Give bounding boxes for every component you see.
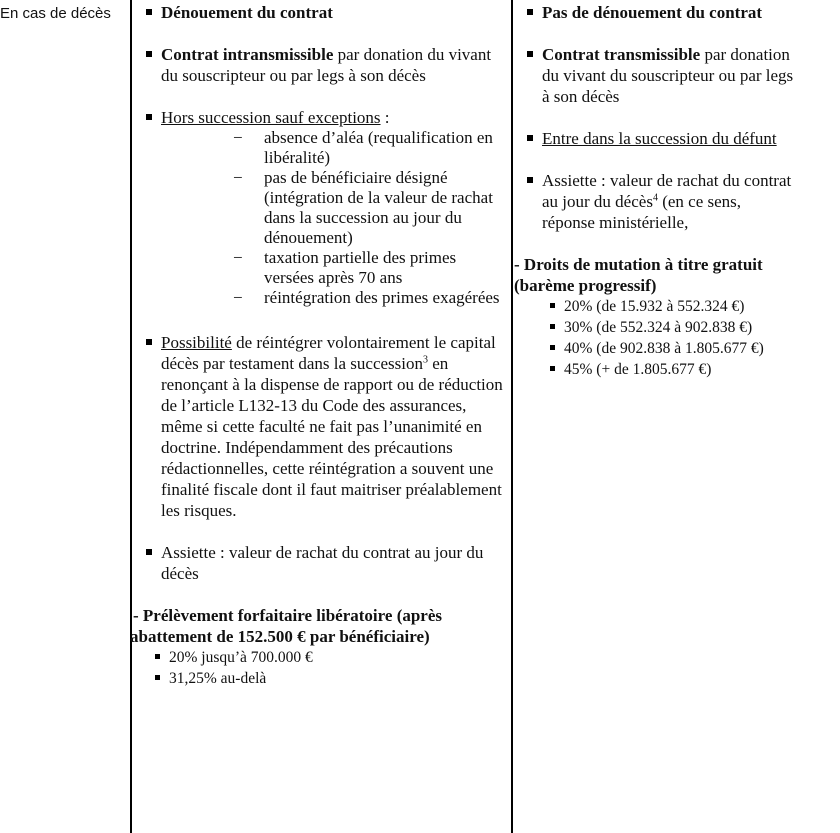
footnote-ref: 3 bbox=[423, 354, 428, 366]
square-bullet-icon bbox=[550, 345, 555, 350]
denouement-text: Dénouement du contrat bbox=[161, 3, 333, 22]
square-bullet-icon bbox=[550, 366, 555, 371]
rate-item: 20% (de 15.932 à 552.324 €) bbox=[514, 296, 840, 317]
square-bullet-icon bbox=[146, 9, 152, 15]
square-bullet-icon bbox=[550, 324, 555, 329]
list-item-transmissible: Contrat transmissible par donation du vivant du souscripteur ou par legs à son décès bbox=[514, 44, 840, 107]
dash-bullet-icon: − bbox=[233, 168, 243, 187]
square-bullet-icon bbox=[155, 654, 160, 659]
column-life-insurance bbox=[130, 0, 509, 689]
square-bullet-icon bbox=[146, 339, 152, 345]
column-divider-left bbox=[130, 0, 132, 833]
rate-item: 40% (de 902.838 à 1.805.677 €) bbox=[514, 338, 840, 359]
rate-item: 30% (de 552.324 à 902.838 €) bbox=[514, 317, 840, 338]
dash-bullet-icon: − bbox=[233, 128, 243, 147]
square-bullet-icon bbox=[550, 303, 555, 308]
exception-item: − réintégration des primes exagérées bbox=[233, 288, 500, 307]
square-bullet-icon bbox=[146, 549, 152, 555]
intransmissible-bold: Contrat intransmissible bbox=[161, 45, 334, 64]
footnote-ref: 4 bbox=[652, 192, 658, 204]
list-item-possibilite: Possibilité de réintégrer volontairement le capital décès par testament dans la succession$^3$ en renonçant à la dispense de rapport ou de réduction de l’article L132-13 du Code des assurances, même si cette faculté ne fait pas l’unanimité en doctrine. Indépendamment des précautions rédactionnelles, cette réintégration a souvent une finalité fiscale dont il faut maitriser préalablement les risques. bbox=[133, 332, 509, 521]
assiette-text: Assiette : valeur de rachat du contrat au jour du décès bbox=[161, 543, 484, 583]
square-bullet-icon bbox=[527, 51, 533, 57]
intransmissible-text: par donation du vivant du souscripteur ou par legs à son décès bbox=[161, 45, 492, 85]
column-divider-right bbox=[511, 0, 513, 833]
list-item-pas-denouement: Pas de dénouement du contrat bbox=[514, 2, 840, 23]
square-bullet-icon bbox=[527, 177, 533, 183]
rate-item: 45% (+ de 1.805.677 €) bbox=[514, 359, 840, 380]
square-bullet-icon bbox=[155, 675, 160, 680]
rate-item: 20% jusqu’à 700.000 € bbox=[133, 647, 509, 668]
droits-heading: - Droits de mutation à titre gratuit (barème progressif) bbox=[514, 255, 763, 295]
dash-bullet-icon: − bbox=[233, 288, 243, 307]
hors-succession-underlined: Hors succession sauf exceptions bbox=[161, 108, 381, 127]
list-item-hors-succession bbox=[133, 107, 509, 128]
exception-item: − taxation partielle des primes versées après 70 ans bbox=[233, 248, 457, 287]
square-bullet-icon bbox=[527, 9, 533, 15]
exception-item: − absence d’aléa (requalification en libéralité) bbox=[233, 128, 493, 167]
column-other-assets bbox=[514, 0, 840, 380]
square-bullet-icon bbox=[146, 51, 152, 57]
dash-bullet-icon: − bbox=[233, 248, 243, 267]
exception-item: − pas de bénéficiaire désigné (intégration de la valeur de rachat dans la succession au jour du dénouement) bbox=[233, 168, 493, 247]
row-label: En cas de décès bbox=[0, 5, 111, 22]
list-item-entre-succession: Entre dans la succession du défunt bbox=[514, 128, 840, 149]
list-item-denouement bbox=[133, 2, 509, 23]
square-bullet-icon bbox=[146, 114, 152, 120]
list-item-assiette-right: Assiette : valeur de rachat du contrat au jour du décès$^4$ (en ce sens, réponse ministérielle, bbox=[514, 170, 840, 233]
square-bullet-icon bbox=[527, 135, 533, 141]
rate-item: 31,25% au-delà bbox=[133, 668, 509, 689]
possibilite-underlined: Possibilité bbox=[161, 333, 232, 352]
list-item-intransmissible bbox=[133, 44, 509, 86]
prelevement-heading: - Prélèvement forfaitaire libératoire (après abattement de 152.500 € par bénéficiaire) bbox=[130, 606, 443, 646]
list-item-assiette bbox=[133, 542, 509, 584]
hors-succession-colon: : bbox=[380, 108, 390, 127]
